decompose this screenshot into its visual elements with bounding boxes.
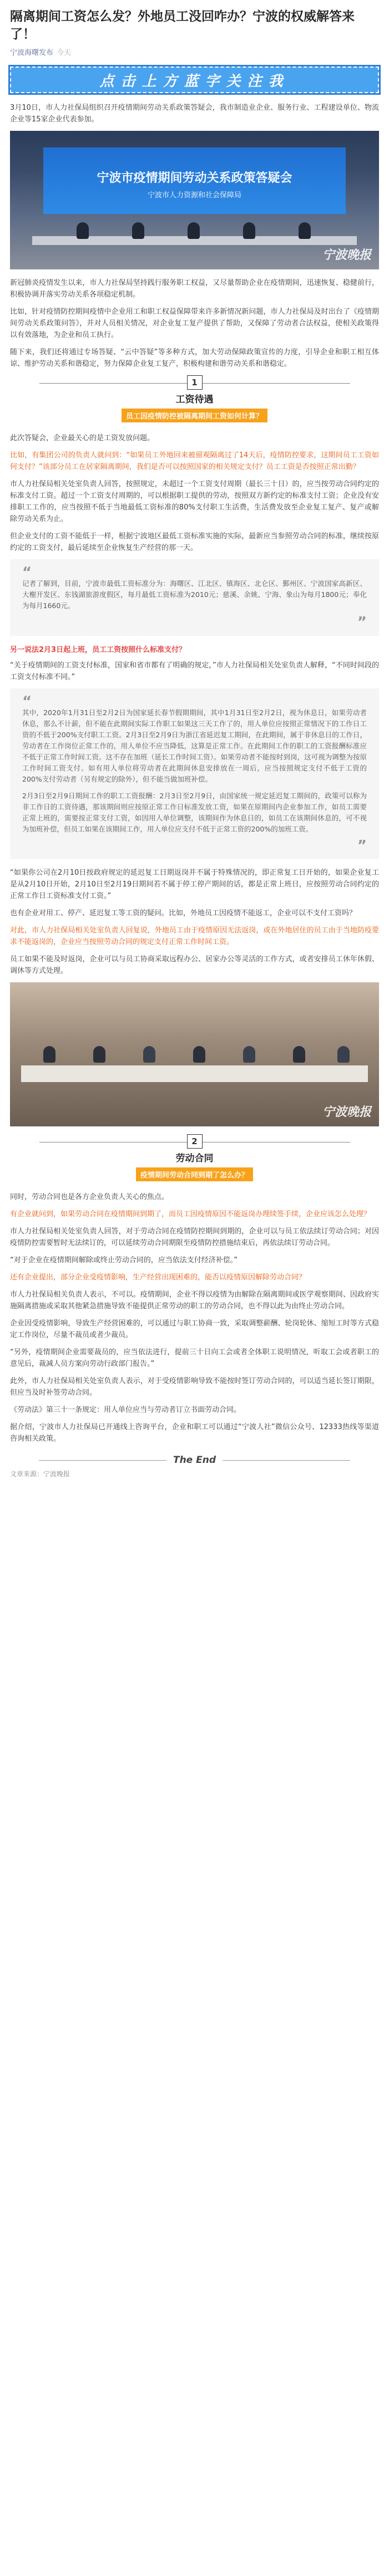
photo-watermark: 宁波晚报 xyxy=(322,248,371,262)
quote-mark-open: “ xyxy=(22,693,32,710)
article-source: 文章来源：宁波晚报 xyxy=(10,1470,70,1478)
paragraph: “另外，疫情期间企业需要裁员的，应当依法进行，提前三十日向工会或者全体职工说明情况，听取工会或者职工的意见后，裁减人员方案向劳动行政部门报告。” xyxy=(10,1348,379,1368)
section-title: 工资待遇 xyxy=(175,394,214,405)
meeting-photo-2 xyxy=(10,982,379,1126)
paragraph: 随下来，我们还将通过专场答疑、“云中答疑”等多种方式，加大劳动保障政策宣传的力度，引导企业和职工相互体谅、维护劳动关系和谐稳定，努力保障企业复工复产，积极构建和谐劳动关系和谐稳定。 xyxy=(10,348,379,368)
paragraph: 但企业支付的工资不能低于一样，根据宁波地区最低工资标准实施的实际，最新应当参照劳动合同的标准，继续按原约定的工资支付，最后延续至企业恢复生产经营的那一天。 xyxy=(10,532,379,552)
screen-title: 宁波市疫情期间劳动关系政策答疑会 xyxy=(97,171,292,185)
paragraph: 市人力社保局相关处室负责人回答，对于劳动合同在疫情防控期间到期的，企业可以与员工依法续订劳动合同；对因疫情防控需要暂时无法续订的，可以延续劳动合同期限至疫情防控措施结束后，再依法续订劳动合同。 xyxy=(10,1227,379,1247)
quote-block xyxy=(10,559,379,636)
section-1-header xyxy=(10,375,379,428)
quote-block xyxy=(10,688,379,859)
quote-mark-close: ” xyxy=(357,838,367,854)
article-header xyxy=(0,0,389,59)
paragraph: 市人力社保局相关处室负责人回答，按照规定，未超过一个工资支付周期（最长三十日）的，应当按劳动合同约定的标准支付工资。超过一个工资支付周期的，可以根据职工提供的劳动，按照双方新约定的标准支付工资；企业没有安排职工工作的，应当按照不低于当地最低工资标准的80%支付职工生活费，生活费发放至企业复工复产、复产或解除劳动关系为止。 xyxy=(10,480,379,523)
account-link[interactable]: 宁波海曙发布 xyxy=(10,49,54,57)
end-text: The End xyxy=(173,1455,216,1466)
photo-watermark: 宁波晚报 xyxy=(322,1105,371,1119)
paragraph: 市人力社保局相关负责人表示，不可以。疫情期间，企业不得以疫情为由解除在隔离期间或医学观察期间、因政府实施隔离措施或采取其他紧急措施导致不能提供正常劳动的职工的劳动合同，也不得以此为由终止劳动合同。 xyxy=(10,1290,379,1310)
article-title: 隔离期间工资怎么发？外地员工没回咋办？宁波的权威解答来了！ xyxy=(10,9,355,42)
end-marker xyxy=(0,1455,389,1466)
highlight-paragraph: 对此，市人力社保局相关处室负责人回复说，外地员工由于疫情原因无法返岗，或在外地居住的员工由于当地防疫要求不能返岗的，企业应当按照劳动合同的规定支付正常工作时间工资。 xyxy=(10,926,379,946)
paragraph: 新冠肺炎疫情发生以来，市人力社保局坚持践行服务职工权益，又尽量帮助企业在疫情期间，迅速恢复、稳健前行，积极协调并落实劳动关系各项稳定机制。 xyxy=(10,279,379,299)
quote-text: 记者了解到，目前，宁波市最低工资标准分为：海曙区、江北区、镇海区、北仑区、鄞州区、宁波国家高新区、大榭开发区、东钱湖旅游度假区，每月最低工资标准为2010元；慈溪、余姚、宁海、象山为每月1800元；奉化为每月1660元。 xyxy=(22,579,367,610)
quote-mark-close: ” xyxy=(357,614,367,631)
highlight-paragraph: 有企业就问到，如果劳动合同在疫情期间到期了，而员工因疫情原因不能返岗办理续签手续，企业应该怎么处理？ xyxy=(10,1210,371,1218)
paragraph: 同时，劳动合同也是各方企业负责人关心的焦点。 xyxy=(10,1193,169,1201)
highlight-paragraph: 还有企业提出，部分企业受疫情影响，生产经营出现困难的，能否以疫情原因解除劳动合同？ xyxy=(10,1273,306,1282)
section-number: 1 xyxy=(187,375,203,390)
screen-subtitle: 宁波市人力资源和社会保障局 xyxy=(147,191,241,200)
follow-banner-text: 点击上方蓝字关注我 xyxy=(99,73,290,90)
paragraph: 也有企业对用工、停产、延迟复工等工资的疑问。比如，外地员工因疫情不能返工，企业可以不支付工资吗？ xyxy=(10,909,357,917)
highlight-paragraph: 比如，有集团公司的负责人就问到：“如果员工外地回来被留观隔离过了14天后，疫情防控要求，这期间员工工资如何支付？”该部分员工在居家隔离期间，我们是否可以按照国家的相关规定支付？员工工资是否按照正常出勤？ xyxy=(10,451,379,471)
paragraph: 《劳动法》第三十一条规定：用人单位应当与劳动者订立书面劳动合同。 xyxy=(10,1406,241,1414)
follow-banner[interactable] xyxy=(10,67,379,93)
paragraph: “对于企业在疫情期间解除或终止劳动合同的，应当依法支付经济补偿。” xyxy=(10,1256,238,1264)
paragraph: 此次答疑会，企业最关心的是工资发放问题。 xyxy=(10,434,155,442)
section-question: 员工因疫情防控被隔离期间工资如何计算？ xyxy=(122,409,267,422)
paragraph: 员工如果不能及时返岗，企业可以与员工协商采取远程办公、居家办公等灵活的工作方式，或者安排员工休年休假、调休等方式处理。 xyxy=(10,955,379,975)
article-meta xyxy=(10,47,379,59)
quote-text: 其中，2020年1月31日至2月2日为国家延长春节假期期间，其中1月31日至2月2日，视为休息日，如果劳动者休息，那么不计薪，但不能在此期间实际工作职工如果这三天工作了的，用人单位应按照正常情况下的工作日工资的不低于200%支付职工工资。2月3日至2月9日为浙江省延迟复工期间，在此期间，属于非休息日的工作日，劳动者在工作岗位正常工作的，用人单位不应当降低，这算是正常工作。在此期间工作的职工的工资报酬标准应不低于正常工作时间工资。这不存在加班（延长工作时间工资）。如果劳动者不能按时到岗，这可视为调整为按原工作时间工资支付。如有用人单位将劳动者在此期间休息安排放在一周后，应当按照规定支付不低于工资的200%支付劳动者（另有规定的除外），但不能当做加班补偿。 xyxy=(22,708,367,783)
paragraph: 比如，针对疫情防控期间疫情中企业用工和职工权益保障带来许多新情况新问题，市人力社保局及时出台了《疫情期间劳动关系政策问答》，并对人员相关情况，对企业复工复产提供了帮助，又保障了劳动者合法权益，使相关政策得以有效落地，为企业和员工执行。 xyxy=(10,308,379,339)
meeting-photo-1 xyxy=(10,131,379,269)
section-2-header xyxy=(10,1134,379,1187)
quote-mark-open: “ xyxy=(22,564,32,581)
section-title: 劳动合同 xyxy=(175,1153,214,1164)
red-subheading: 另一说法2月3日起上班，员工工资按照什么标准支付？ xyxy=(10,646,186,654)
section-question: 疫情期间劳动合同到期了怎么办？ xyxy=(136,1167,253,1181)
paragraph: 企业因受疫情影响，导致生产经营困难的，可以通过与职工协商一致，采取调整薪酬、轮岗轮休、缩短工时等方式稳定工作岗位，尽量不裁员或者少裁员。 xyxy=(10,1319,379,1339)
section-number: 2 xyxy=(187,1134,203,1149)
publish-date: 今天 xyxy=(57,49,72,57)
intro-paragraph: 3月10日，市人力社保局组织召开疫情期间劳动关系政策答疑会，我市制造业企业、服务行业、工程建设单位、物流企业等15家企业代表参加。 xyxy=(10,104,379,124)
paragraph: 据介绍，宁波市人力社保局已开通线上咨询平台，企业和职工可以通过“宁波人社”微信公众号、12333热线等渠道咨询相关政策。 xyxy=(10,1423,379,1443)
paragraph: “关于疫情期间的工资支付标准，国家和省市都有了明确的规定，”市人力社保局相关处室负责人解释，“不同时间段的工资支付标准不同。” xyxy=(10,661,379,681)
paragraph: 此外，市人力社保局相关处室负责人表示，对于受疫情影响导致不能按时签订劳动合同的，可以适当延长签订期限，但应当及时补签劳动合同。 xyxy=(10,1377,379,1397)
quote-text: 2月3日至2月9日期间工作的职工工资报酬：2月3日至2月9日，由国家统一规定延迟复工期间的，政策可以称为非工作日的工资待遇，那该期间则应按原正常工作日标准发放工资，如果在原期间内企业参加工作，如员工需要正常上班的，需要按正常支付工资，如因用人单位调整，该期间作为休息日的，如员工在该期间休息的，可不视为加班补偿，但员工如果在该期间工作，用人单位应支付不低于正常工资的200%的加班工资。 xyxy=(22,792,367,833)
paragraph: “如果你公司在2月10日按政府规定的延迟复工日期返岗并不属于特殊情况的，即正常复工日开始的，如果企业复工是从2月10日开始，2月10日至2月19日期间若不属于停工停产期间的话，都是正常上班日，应按照劳动合同约定的正常工作日工资标准支付工资。” xyxy=(10,869,379,900)
